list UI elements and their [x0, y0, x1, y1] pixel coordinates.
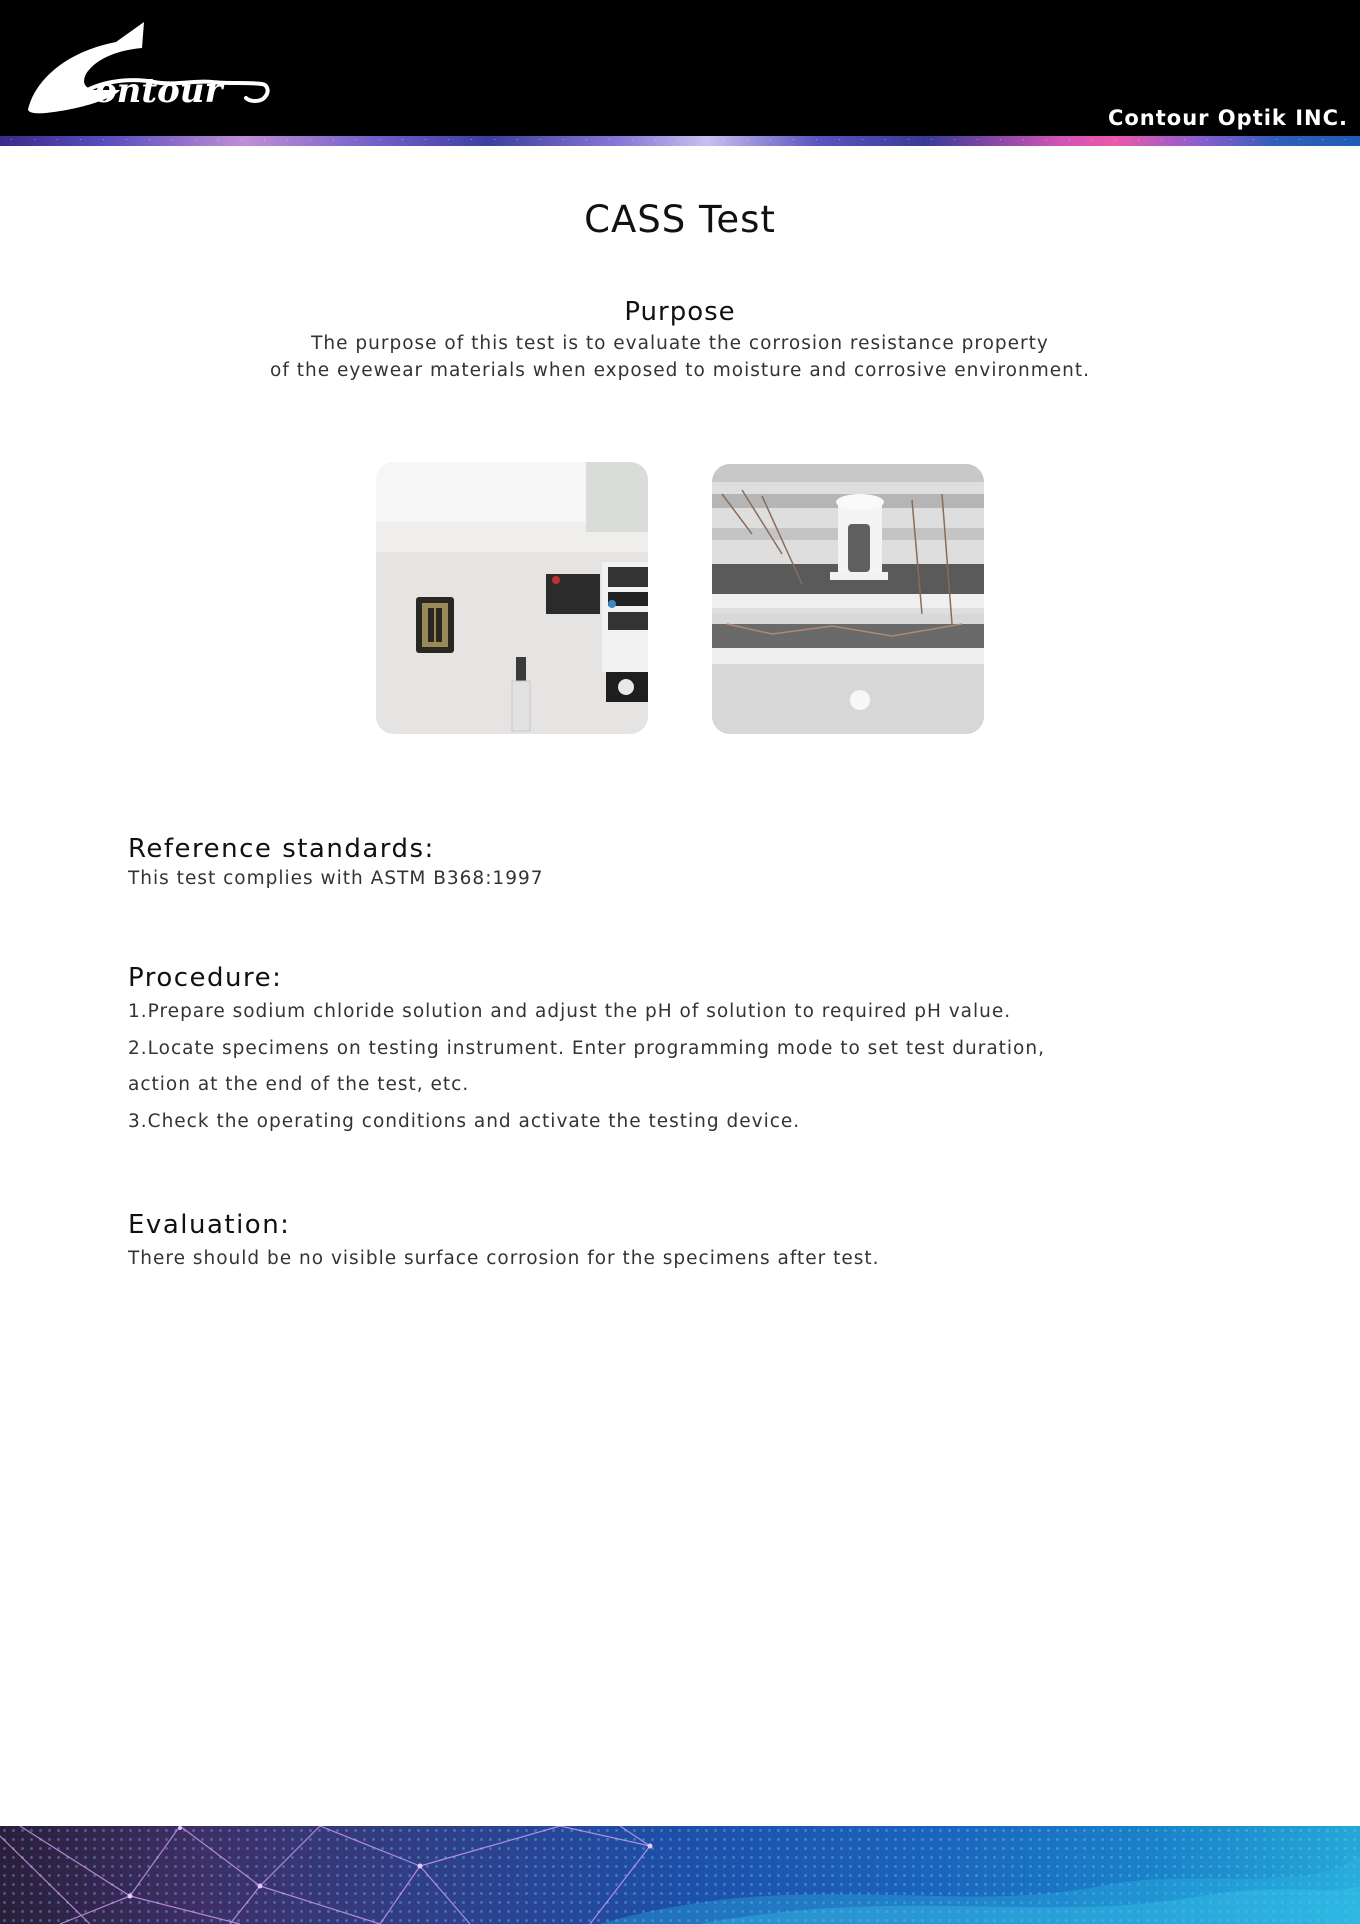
procedure-list [128, 994, 1088, 1141]
contour-logo [24, 22, 270, 114]
evaluation-text: There should be no visible surface corrosion for the specimens after test. [128, 1248, 880, 1269]
salt-spray-chamber-interior-photo [712, 464, 984, 734]
company-name: Contour Optik INC. [1107, 106, 1348, 130]
procedure-step: 2.Locate specimens on testing instrument. Enter programming mode to set test duration, action at the end of the test, etc. [128, 1037, 1045, 1096]
page-title: CASS Test [584, 198, 776, 241]
purpose-line-2: of the eyewear materials when exposed to moisture and corrosive environment. [270, 360, 1090, 381]
procedure-step: 3.Check the operating conditions and activate the testing device. [128, 1111, 801, 1133]
header-galaxy-strip [0, 136, 1360, 146]
salt-spray-chamber-exterior-photo [376, 462, 648, 734]
page-header [0, 0, 1360, 136]
decorative-footer-banner [0, 1826, 1360, 1924]
purpose-text [0, 330, 1360, 384]
purpose-heading: Purpose [624, 297, 736, 327]
evaluation-heading: Evaluation: [128, 1210, 291, 1240]
reference-text: This test complies with ASTM B368:1997 [128, 868, 544, 889]
purpose-line-1: The purpose of this test is to evaluate the corrosion resistance property [311, 333, 1049, 354]
reference-heading: Reference standards: [128, 834, 435, 864]
svg-text:ontour: ontour [94, 71, 223, 111]
procedure-step: 1.Prepare sodium chloride solution and adjust the pH of solution to required pH value. [128, 1001, 1012, 1022]
procedure-heading: Procedure: [128, 963, 283, 993]
